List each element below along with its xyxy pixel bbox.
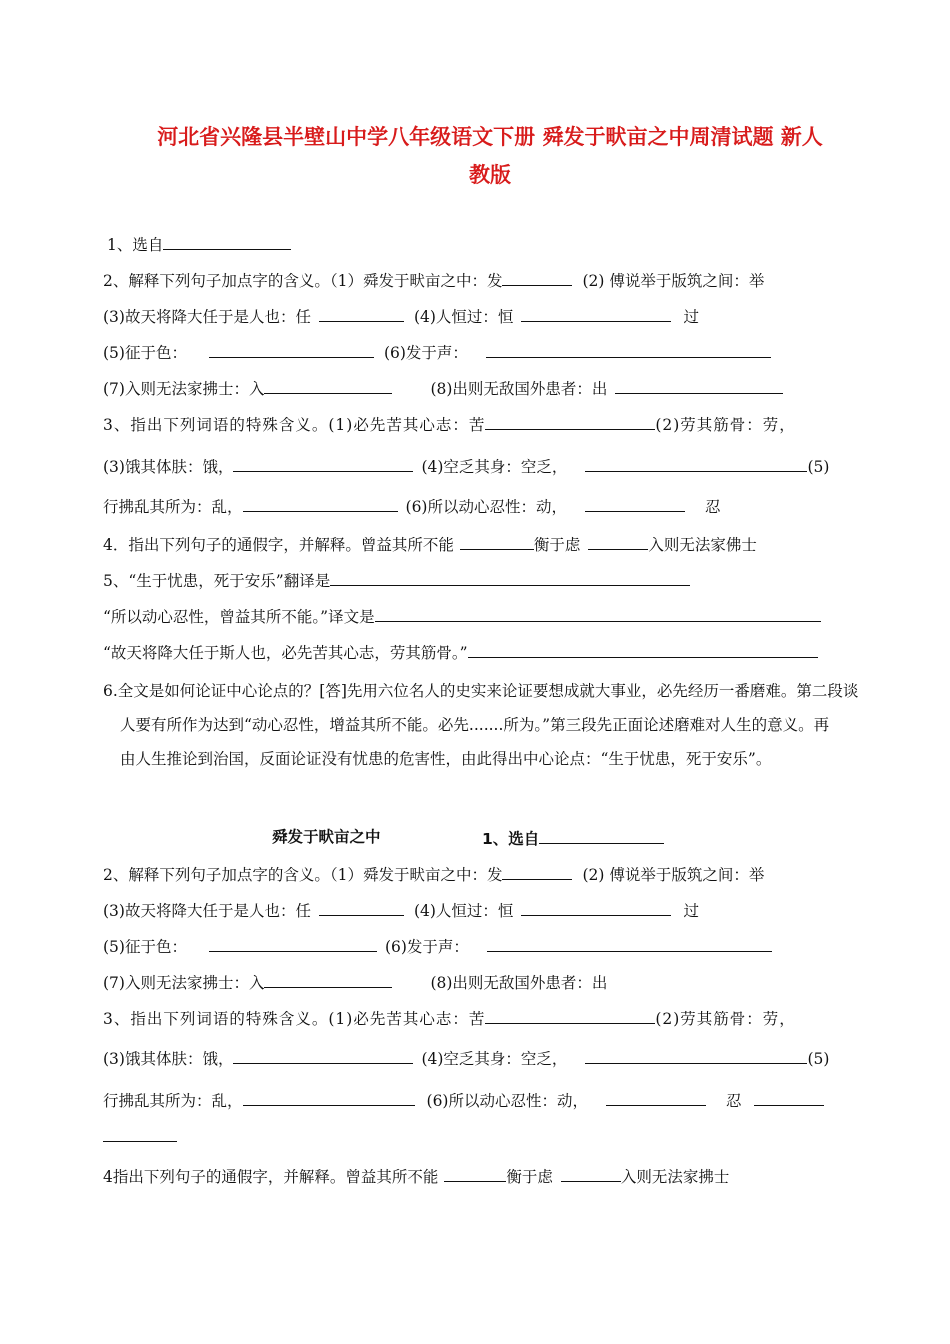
answer-blank[interactable]	[539, 826, 664, 844]
title-line-2: 教版	[469, 163, 511, 187]
answer-blank[interactable]	[485, 1006, 655, 1024]
p1-q1: 1、选自	[107, 232, 291, 256]
answer-blank[interactable]	[330, 568, 690, 586]
answer-blank[interactable]	[103, 1124, 177, 1142]
answer-blank[interactable]	[243, 494, 398, 512]
answer-blank[interactable]	[588, 532, 648, 550]
answer-blank[interactable]	[233, 454, 413, 472]
p2-q2-7: (7)入则无法家拂士：入 (8)出则无敌国外患者：出	[103, 970, 607, 994]
section-heading: 舜发于畎亩之中	[272, 828, 381, 846]
p2-q2-3: (3)故天将降大任于是人也：任 (4)人恒过：恒 过	[103, 898, 699, 922]
p1-q5: 5、“生于忧患，死于安乐”翻译是	[103, 568, 690, 592]
answer-blank[interactable]	[243, 1088, 415, 1106]
p2-q3-5: 行拂乱其所为：乱， (6)所以动心忍性：动， 忍	[103, 1088, 824, 1112]
answer-blank[interactable]	[585, 1046, 807, 1064]
answer-blank[interactable]	[468, 640, 818, 658]
p1-q6	[103, 674, 933, 776]
answer-blank[interactable]	[319, 304, 404, 322]
p2-q3-6-cont	[103, 1124, 177, 1148]
answer-blank[interactable]	[502, 268, 572, 286]
answer-blank[interactable]	[486, 340, 771, 358]
answer-blank[interactable]	[444, 1164, 506, 1182]
answer-blank[interactable]	[485, 412, 655, 430]
answer-blank[interactable]	[163, 232, 291, 250]
document-title	[110, 118, 870, 194]
p1-q5-b: “所以动心忍性，曾益其所不能。”译文是	[103, 604, 821, 628]
p2-q3: 3、指出下列词语的特殊含义。(1)必先苦其心志：苦 (2)劳其筋骨：劳，	[103, 1006, 796, 1030]
p1-q6-line1: 6.全文是如何论证中心论点的？[答]先用六位名人的史实来论证要想成就大事业，必先经历一番磨难。第二段谈	[103, 682, 859, 700]
answer-blank[interactable]	[754, 1088, 824, 1106]
answer-blank[interactable]	[585, 494, 685, 512]
p1-q5-c: “故天将降大任于斯人也，必先苦其心志，劳其筋骨。”	[103, 640, 818, 664]
p1-q2: 2、解释下列句子加点字的含义。（1）舜发于畎亩之中：发 (2) 傅说举于版筑之间：举	[103, 268, 764, 292]
p1-q3-5: 行拂乱其所为：乱， (6)所以动心忍性：动， 忍	[103, 494, 721, 518]
p2-q4: 4指出下列句子的通假字，并解释。曾益其所不能 衡于虑 入则无法家拂士	[103, 1164, 729, 1188]
title-line-1: 河北省兴隆县半壁山中学八年级语文下册 舜发于畎亩之中周清试题 新人	[157, 125, 823, 149]
p2-heading-row	[272, 826, 381, 848]
answer-blank[interactable]	[521, 898, 671, 916]
p1-q3: 3、指出下列词语的特殊含义。(1)必先苦其心志：苦 (2)劳其筋骨：劳，	[103, 412, 796, 436]
p1-q2-3: (3)故天将降大任于是人也：任 (4)人恒过：恒 过	[103, 304, 699, 328]
answer-blank[interactable]	[264, 970, 392, 988]
answer-blank[interactable]	[375, 604, 821, 622]
answer-blank[interactable]	[585, 454, 807, 472]
p1-q3-3: (3)饿其体肤：饿， (4)空乏其身：空乏， (5)	[103, 454, 829, 478]
answer-blank[interactable]	[606, 1088, 706, 1106]
p2-q1: 1、选自	[482, 826, 664, 850]
answer-blank[interactable]	[319, 898, 404, 916]
p1-q2-5: (5)征于色： (6)发于声：	[103, 340, 771, 364]
answer-blank[interactable]	[460, 532, 534, 550]
p2-q3-3: (3)饿其体肤：饿， (4)空乏其身：空乏， (5)	[103, 1046, 829, 1070]
answer-blank[interactable]	[487, 934, 772, 952]
answer-blank[interactable]	[521, 304, 671, 322]
answer-blank[interactable]	[561, 1164, 621, 1182]
answer-blank[interactable]	[233, 1046, 413, 1064]
answer-blank[interactable]	[209, 934, 377, 952]
p2-q2: 2、解释下列句子加点字的含义。（1）舜发于畎亩之中：发 (2) 傅说举于版筑之间：举	[103, 862, 764, 886]
answer-blank[interactable]	[209, 340, 374, 358]
answer-blank[interactable]	[264, 376, 392, 394]
answer-blank[interactable]	[615, 376, 783, 394]
p2-q2-5: (5)征于色： (6)发于声：	[103, 934, 772, 958]
answer-blank[interactable]	[502, 862, 572, 880]
p1-q6-line3: 由人生推论到治国，反面论证没有忧患的危害性，由此得出中心论点：“生于忧患，死于安乐”。	[120, 750, 772, 768]
p1-q6-line2: 人要有所作为达到“动心忍性，增益其所不能。必先.......所为。”第三段先正面论述磨难对人生的意义。再	[120, 716, 830, 734]
p1-q2-7: (7)入则无法家拂士：入 (8)出则无敌国外患者：出	[103, 376, 783, 400]
p1-q4: 4．指出下列句子的通假字，并解释。曾益其所不能 衡于虑 入则无法家佛士	[103, 532, 757, 556]
